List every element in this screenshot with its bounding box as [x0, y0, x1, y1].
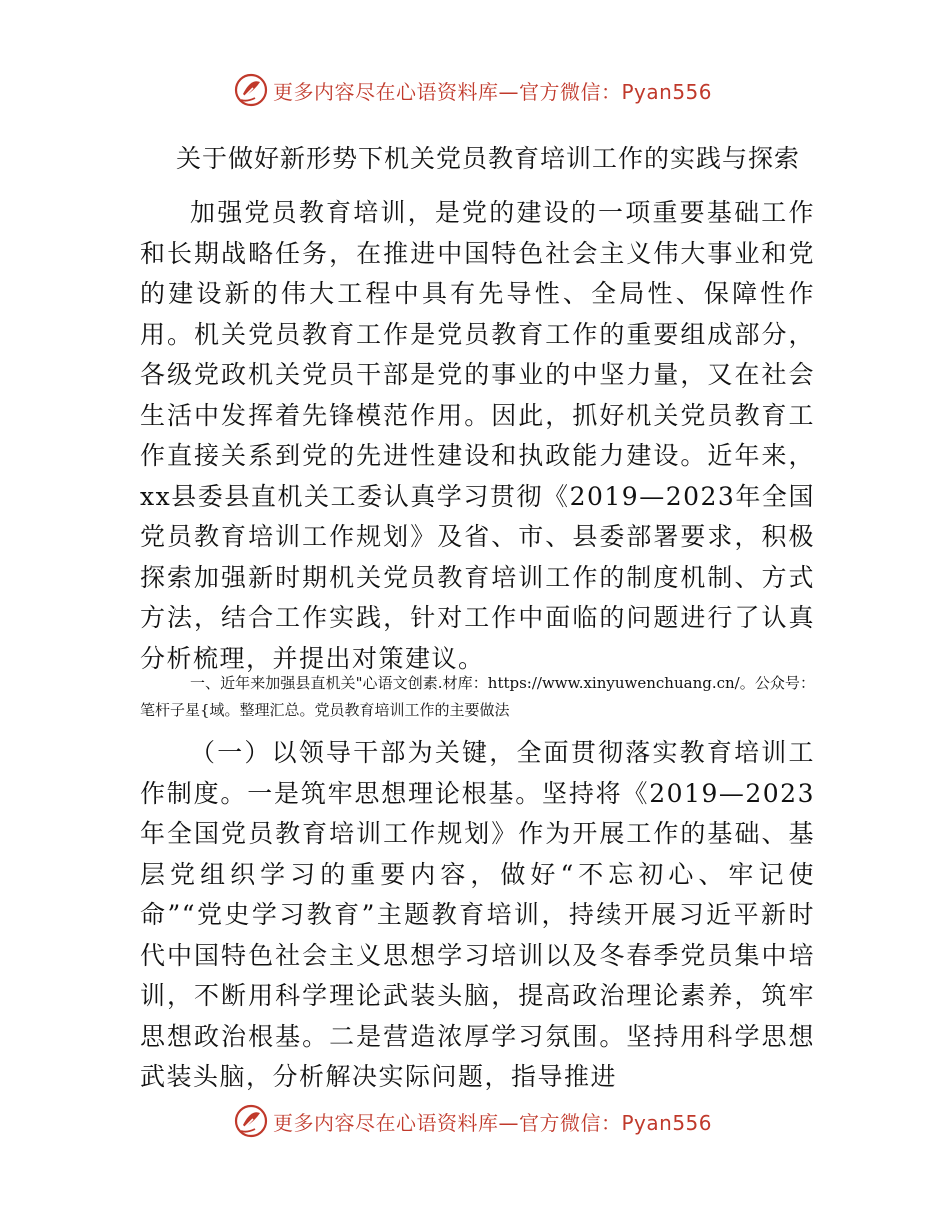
header-watermark-banner: [233, 72, 713, 108]
document-title: 关于做好新形势下机关党员教育培训工作的实践与探索: [176, 144, 801, 173]
watermark-text: 更多内容尽在心语资料库—官方微信：Pyan556: [273, 79, 713, 104]
section-heading-note: 一、近年来加强县直机关"心语文创素.材库：https://www.xinyuwenchuang.cn/。公众号：笔杆子星{域。整理汇总。党员教育培训工作的主要做法: [140, 674, 815, 719]
watermark-text: 更多内容尽在心语资料库—官方微信：Pyan556: [273, 1110, 713, 1135]
subsection-paragraph: （一）以领导干部为关键，全面贯彻落实教育培训工作制度。一是筑牢思想理论根基。坚持将《2019—2023年全国党员教育培训工作规划》作为开展工作的基础、基层党组织学习的重要内容，做好“不忘初心、牢记使命”“党史学习教育”主题教育培训，持续开展习近平新时代中国特色社会主义思想学习培训以及冬春季党员集中培训，不断用科学理论武装头脑，提高政治理论素养，筑牢思想政治根基。二是营造浓厚学习氛围。坚持用科学思想武装头脑，分析解决实际问题，指导推进: [140, 738, 815, 1091]
book-leaf-logo-icon: [233, 72, 269, 108]
book-leaf-logo-icon: [233, 1103, 269, 1139]
intro-paragraph: 加强党员教育培训，是党的建设的一项重要基础工作和长期战略任务，在推进中国特色社会主义伟大事业和党的建设新的伟大工程中具有先导性、全局性、保障性作用。机关党员教育工作是党员教育工作的重要组成部分，各级党政机关党员干部是党的事业的中坚力量，又在社会生活中发挥着先锋模范作用。因此，抓好机关党员教育工作直接关系到党的先进性建设和执政能力建设。近年来，xx县委县直机关工委认真学习贯彻《2019—2023年全国党员教育培训工作规划》及省、市、县委部署要求，积极探索加强新时期机关党员教育培训工作的制度机制、方式方法，结合工作实践，针对工作中面临的问题进行了认真分析梳理，并提出对策建议。: [140, 198, 815, 673]
footer-watermark-banner: [233, 1103, 713, 1139]
